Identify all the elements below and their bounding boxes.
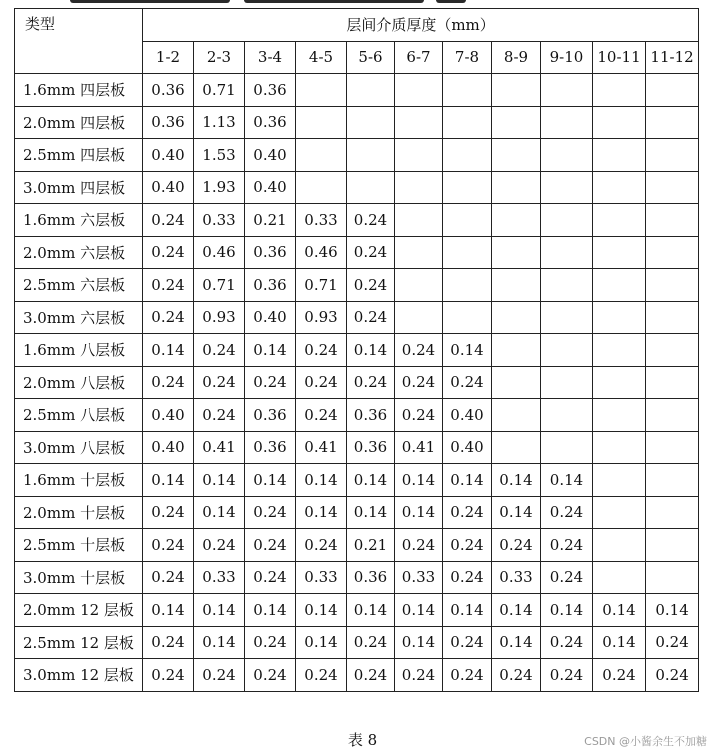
table-cell xyxy=(646,464,699,497)
table-cell: 0.24 xyxy=(143,626,194,659)
table-cell xyxy=(395,74,443,107)
table-cell: 0.40 xyxy=(143,171,194,204)
table-cell: 0.24 xyxy=(143,269,194,302)
table-cell: 0.14 xyxy=(296,594,347,627)
table-cell xyxy=(443,74,492,107)
table-cell xyxy=(541,431,593,464)
table-cell: 1.53 xyxy=(194,139,245,172)
dielectric-thickness-table xyxy=(14,8,699,692)
table-cell xyxy=(492,171,541,204)
table-cell: 0.40 xyxy=(245,301,296,334)
table-cell: 0.24 xyxy=(443,659,492,692)
table-cell xyxy=(541,399,593,432)
table-cell xyxy=(541,74,593,107)
cropped-heading-remnant xyxy=(12,0,702,8)
table-cell xyxy=(646,204,699,237)
row-label: 1.6mm 四层板 xyxy=(15,74,143,107)
table-cell xyxy=(593,236,646,269)
table-cell: 0.33 xyxy=(395,561,443,594)
table-cell xyxy=(646,529,699,562)
table-cell: 0.14 xyxy=(646,594,699,627)
group-header: 层间介质厚度（mm） xyxy=(143,9,699,42)
table-cell: 0.33 xyxy=(194,204,245,237)
table-cell: 0.24 xyxy=(492,529,541,562)
table-cell: 0.24 xyxy=(593,659,646,692)
table-cell xyxy=(593,431,646,464)
header-row-group xyxy=(15,9,699,42)
table-cell: 0.14 xyxy=(296,496,347,529)
table-cell xyxy=(296,74,347,107)
table-cell: 0.24 xyxy=(443,529,492,562)
table-row xyxy=(15,399,699,432)
table-cell: 0.24 xyxy=(143,301,194,334)
row-label: 2.0mm 八层板 xyxy=(15,366,143,399)
table-row xyxy=(15,74,699,107)
table-cell xyxy=(541,106,593,139)
table-cell xyxy=(593,204,646,237)
table-row xyxy=(15,366,699,399)
table-cell: 0.24 xyxy=(347,659,395,692)
column-header: 10-11 xyxy=(593,41,646,74)
table-cell: 0.36 xyxy=(245,236,296,269)
table-cell: 0.24 xyxy=(194,659,245,692)
table-cell xyxy=(541,334,593,367)
table-cell: 0.40 xyxy=(443,399,492,432)
row-label: 2.0mm 12 层板 xyxy=(15,594,143,627)
column-header: 11-12 xyxy=(646,41,699,74)
table-cell xyxy=(492,399,541,432)
table-cell: 0.14 xyxy=(194,594,245,627)
row-label: 3.0mm 八层板 xyxy=(15,431,143,464)
table-cell: 0.24 xyxy=(143,529,194,562)
table-cell: 0.14 xyxy=(296,464,347,497)
table-cell: 0.24 xyxy=(443,366,492,399)
table-cell: 0.41 xyxy=(395,431,443,464)
column-header: 2-3 xyxy=(194,41,245,74)
table-cell: 0.14 xyxy=(492,464,541,497)
table-cell: 0.36 xyxy=(143,74,194,107)
table-cell: 0.24 xyxy=(245,529,296,562)
table-cell: 0.24 xyxy=(395,529,443,562)
table-cell: 0.40 xyxy=(245,139,296,172)
table-cell xyxy=(646,431,699,464)
table-cell xyxy=(646,399,699,432)
row-label: 3.0mm 十层板 xyxy=(15,561,143,594)
table-cell xyxy=(347,106,395,139)
table-cell: 0.14 xyxy=(347,334,395,367)
table-cell: 0.14 xyxy=(395,496,443,529)
table-cell: 0.14 xyxy=(143,334,194,367)
table-row xyxy=(15,204,699,237)
table-cell xyxy=(492,204,541,237)
table-cell: 0.24 xyxy=(395,334,443,367)
table-cell: 0.14 xyxy=(194,626,245,659)
table-cell: 0.24 xyxy=(541,659,593,692)
table-cell: 0.14 xyxy=(194,464,245,497)
table-cell xyxy=(296,106,347,139)
table-row xyxy=(15,594,699,627)
table-row xyxy=(15,106,699,139)
table-cell: 0.24 xyxy=(443,626,492,659)
table-cell: 0.40 xyxy=(143,431,194,464)
table-cell xyxy=(443,236,492,269)
row-label: 2.5mm 四层板 xyxy=(15,139,143,172)
table-cell xyxy=(296,171,347,204)
table-cell: 0.36 xyxy=(347,399,395,432)
table-cell: 0.46 xyxy=(296,236,347,269)
table-cell: 0.24 xyxy=(194,366,245,399)
table-cell: 0.14 xyxy=(245,334,296,367)
table-cell: 0.14 xyxy=(245,464,296,497)
table-cell: 0.36 xyxy=(347,561,395,594)
table-cell xyxy=(646,106,699,139)
table-cell xyxy=(492,366,541,399)
table-cell xyxy=(347,171,395,204)
table-row xyxy=(15,171,699,204)
table-cell: 0.14 xyxy=(443,334,492,367)
table-cell: 1.13 xyxy=(194,106,245,139)
table-cell: 0.71 xyxy=(194,74,245,107)
table-cell: 0.14 xyxy=(143,464,194,497)
table-cell xyxy=(541,269,593,302)
table-cell: 0.24 xyxy=(492,659,541,692)
table-cell xyxy=(646,269,699,302)
table-cell: 0.24 xyxy=(347,301,395,334)
table-cell: 0.24 xyxy=(347,626,395,659)
table-cell: 0.24 xyxy=(296,366,347,399)
row-label: 2.5mm 12 层板 xyxy=(15,626,143,659)
table-cell xyxy=(593,464,646,497)
row-label: 3.0mm 六层板 xyxy=(15,301,143,334)
table-cell: 0.24 xyxy=(245,496,296,529)
table-cell xyxy=(646,496,699,529)
table-row xyxy=(15,464,699,497)
table-body xyxy=(15,74,699,692)
table-cell xyxy=(646,301,699,334)
table-cell: 0.24 xyxy=(395,399,443,432)
table-cell: 0.14 xyxy=(443,464,492,497)
table-cell: 1.93 xyxy=(194,171,245,204)
table-row xyxy=(15,334,699,367)
table-cell: 0.14 xyxy=(194,496,245,529)
table-cell xyxy=(296,139,347,172)
table-cell xyxy=(443,171,492,204)
table-cell xyxy=(541,204,593,237)
table-cell xyxy=(541,171,593,204)
table-cell xyxy=(593,561,646,594)
column-header: 1-2 xyxy=(143,41,194,74)
table-cell xyxy=(492,269,541,302)
column-header: 8-9 xyxy=(492,41,541,74)
table-cell: 0.36 xyxy=(245,431,296,464)
table-cell: 0.40 xyxy=(143,399,194,432)
row-label: 2.0mm 十层板 xyxy=(15,496,143,529)
table-cell: 0.36 xyxy=(245,399,296,432)
table-cell xyxy=(593,74,646,107)
column-header: 6-7 xyxy=(395,41,443,74)
table-row xyxy=(15,431,699,464)
table-cell xyxy=(395,139,443,172)
table-cell xyxy=(646,74,699,107)
table-cell: 0.33 xyxy=(194,561,245,594)
table-cell: 0.33 xyxy=(492,561,541,594)
table-caption: 表 8 xyxy=(347,731,378,749)
table-cell: 0.14 xyxy=(492,496,541,529)
table-row xyxy=(15,626,699,659)
table-cell xyxy=(347,74,395,107)
table-cell: 0.24 xyxy=(143,659,194,692)
table-cell: 0.33 xyxy=(296,204,347,237)
column-header: 3-4 xyxy=(245,41,296,74)
table-cell: 0.36 xyxy=(143,106,194,139)
table-cell: 0.93 xyxy=(194,301,245,334)
table-cell: 0.24 xyxy=(143,496,194,529)
table-cell: 0.24 xyxy=(194,399,245,432)
table-cell: 0.24 xyxy=(443,496,492,529)
table-cell: 0.24 xyxy=(143,561,194,594)
table-cell xyxy=(443,269,492,302)
table-cell xyxy=(492,106,541,139)
table-cell xyxy=(492,334,541,367)
column-header: 5-6 xyxy=(347,41,395,74)
table-cell: 0.36 xyxy=(245,269,296,302)
row-label: 1.6mm 十层板 xyxy=(15,464,143,497)
table-cell xyxy=(492,74,541,107)
row-label: 2.5mm 十层板 xyxy=(15,529,143,562)
row-label: 1.6mm 八层板 xyxy=(15,334,143,367)
table-cell: 0.33 xyxy=(296,561,347,594)
table-cell xyxy=(593,139,646,172)
table-cell: 0.41 xyxy=(194,431,245,464)
table-cell: 0.24 xyxy=(143,236,194,269)
table-cell xyxy=(492,236,541,269)
table-cell xyxy=(395,204,443,237)
table-cell: 0.14 xyxy=(443,594,492,627)
table-cell: 0.24 xyxy=(646,626,699,659)
table-cell xyxy=(395,301,443,334)
table-cell: 0.24 xyxy=(541,561,593,594)
table-cell xyxy=(541,236,593,269)
table-cell xyxy=(492,301,541,334)
column-header: 7-8 xyxy=(443,41,492,74)
table-cell: 0.14 xyxy=(395,594,443,627)
table-cell: 0.24 xyxy=(296,529,347,562)
table-cell: 0.24 xyxy=(347,236,395,269)
table-cell: 0.24 xyxy=(194,334,245,367)
table-cell: 0.36 xyxy=(245,106,296,139)
table-cell: 0.14 xyxy=(492,594,541,627)
row-label: 3.0mm 12 层板 xyxy=(15,659,143,692)
table-row xyxy=(15,529,699,562)
table-cell xyxy=(395,106,443,139)
column-header: 9-10 xyxy=(541,41,593,74)
row-label: 2.0mm 六层板 xyxy=(15,236,143,269)
table-cell xyxy=(443,204,492,237)
table-cell xyxy=(492,431,541,464)
table-cell xyxy=(541,139,593,172)
table-cell xyxy=(646,561,699,594)
table-cell: 0.93 xyxy=(296,301,347,334)
table-row xyxy=(15,496,699,529)
table-cell: 0.24 xyxy=(245,561,296,594)
table-cell: 0.40 xyxy=(443,431,492,464)
table-cell xyxy=(646,171,699,204)
table-cell: 0.14 xyxy=(296,626,347,659)
row-label: 3.0mm 四层板 xyxy=(15,171,143,204)
table-cell xyxy=(593,529,646,562)
table-cell: 0.14 xyxy=(347,464,395,497)
table-cell xyxy=(646,139,699,172)
table-cell: 0.41 xyxy=(296,431,347,464)
table-cell: 0.40 xyxy=(245,171,296,204)
table-row xyxy=(15,659,699,692)
row-label: 2.0mm 四层板 xyxy=(15,106,143,139)
table-cell xyxy=(492,139,541,172)
table-cell: 0.21 xyxy=(245,204,296,237)
table-cell: 0.14 xyxy=(395,464,443,497)
table-cell: 0.24 xyxy=(245,626,296,659)
table-cell xyxy=(593,171,646,204)
table-cell xyxy=(541,301,593,334)
table-cell xyxy=(443,301,492,334)
table-cell: 0.40 xyxy=(143,139,194,172)
table-cell xyxy=(593,334,646,367)
table-cell: 0.36 xyxy=(347,431,395,464)
table-cell xyxy=(443,106,492,139)
table-cell: 0.36 xyxy=(245,74,296,107)
table-row xyxy=(15,301,699,334)
row-label: 1.6mm 六层板 xyxy=(15,204,143,237)
table-cell: 0.24 xyxy=(347,366,395,399)
table-cell: 0.24 xyxy=(395,659,443,692)
table-cell: 0.24 xyxy=(245,659,296,692)
table-cell xyxy=(593,301,646,334)
table-cell xyxy=(646,366,699,399)
table-cell: 0.24 xyxy=(541,529,593,562)
table-cell xyxy=(593,366,646,399)
table-cell xyxy=(646,334,699,367)
table-cell xyxy=(395,236,443,269)
table-cell: 0.24 xyxy=(541,496,593,529)
table-row xyxy=(15,561,699,594)
column-header: 4-5 xyxy=(296,41,347,74)
table-cell: 0.24 xyxy=(245,366,296,399)
table-row xyxy=(15,139,699,172)
table-cell: 0.14 xyxy=(347,594,395,627)
table-cell: 0.14 xyxy=(593,594,646,627)
row-label: 2.5mm 八层板 xyxy=(15,399,143,432)
table-cell: 0.24 xyxy=(194,529,245,562)
table-cell: 0.24 xyxy=(443,561,492,594)
table-cell: 0.14 xyxy=(347,496,395,529)
table-cell: 0.24 xyxy=(143,366,194,399)
table-cell: 0.14 xyxy=(541,594,593,627)
table-cell xyxy=(395,269,443,302)
table-cell xyxy=(541,366,593,399)
table-cell: 0.14 xyxy=(593,626,646,659)
table-cell: 0.24 xyxy=(296,334,347,367)
table-row xyxy=(15,236,699,269)
table-cell xyxy=(593,399,646,432)
table-cell xyxy=(593,496,646,529)
table-cell: 0.21 xyxy=(347,529,395,562)
table-cell xyxy=(593,106,646,139)
table-cell: 0.24 xyxy=(143,204,194,237)
table-row xyxy=(15,269,699,302)
table-cell xyxy=(395,171,443,204)
table-cell: 0.24 xyxy=(395,366,443,399)
type-header: 类型 xyxy=(15,9,143,74)
watermark: CSDN @小酱余生不加糖 xyxy=(584,735,707,748)
table-cell: 0.24 xyxy=(347,269,395,302)
table-cell: 0.71 xyxy=(296,269,347,302)
table-cell xyxy=(347,139,395,172)
table-cell: 0.24 xyxy=(646,659,699,692)
table-cell: 0.24 xyxy=(541,626,593,659)
table-cell: 0.46 xyxy=(194,236,245,269)
table-cell: 0.14 xyxy=(492,626,541,659)
table-cell: 0.14 xyxy=(541,464,593,497)
table-cell: 0.71 xyxy=(194,269,245,302)
table-cell xyxy=(646,236,699,269)
row-label: 2.5mm 六层板 xyxy=(15,269,143,302)
table-cell xyxy=(443,139,492,172)
table-cell: 0.14 xyxy=(245,594,296,627)
table-cell xyxy=(593,269,646,302)
table-cell: 0.14 xyxy=(395,626,443,659)
table-cell: 0.14 xyxy=(143,594,194,627)
table-cell: 0.24 xyxy=(296,399,347,432)
table-cell: 0.24 xyxy=(296,659,347,692)
table-cell: 0.24 xyxy=(347,204,395,237)
